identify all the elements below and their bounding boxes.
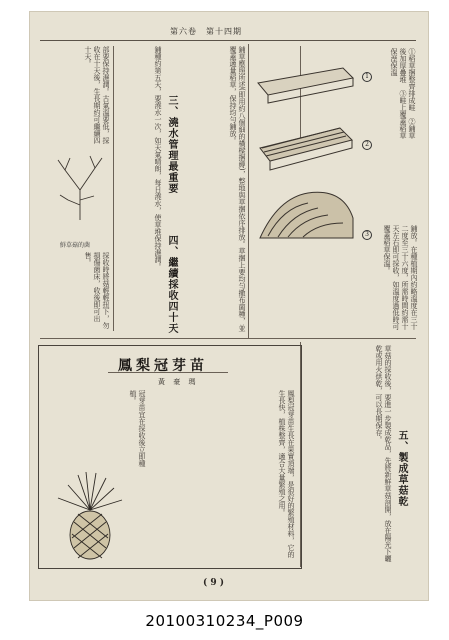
figure-caption-text: ①稻草捆整齊排成畦 ②鋪草後加厚疊堆 ③畦上覆蓋稻草保溼保溫 (390, 48, 416, 139)
body-text-right-lower: 草菇的採收後，要進一步製成乾品，先將新鮮草菇剖開，放在陽光下曬乾或用火烘乾，可以長期保存。 (375, 345, 392, 562)
body-text-middle-lower: 鋪種約第五天，要澆水一次，如天氣晴朗，每日澆水，使草堆保持濕潤。 (154, 46, 162, 270)
column-divider (113, 46, 114, 331)
title-rule (108, 372, 228, 373)
section-heading-4: 四、繼續採收四十天 (166, 235, 177, 334)
section-heading-3: 三、澆水管理最重要 (166, 95, 177, 194)
body-text-right-upper: 鋪放。在種植期內約略溫度在三十二度至三十六度，所需時間約需十天左右即可採收，如溫度過低時可覆蓋稻草保溫。 (383, 225, 418, 330)
article-byline: 黃 豪 瑪 (158, 378, 199, 386)
header-rule (40, 40, 416, 41)
figure-marker-2: 2 (362, 140, 372, 150)
body-text-left-upper: 部要保持濕潤。古氣溫要低，採收在十天後，生長期約可繼續四十天。 (84, 46, 110, 144)
figure-marker-3: 3 (362, 230, 372, 240)
figure-caption: 鮮草菇的菌 (60, 242, 91, 249)
article-body-right: 鳳梨冠芽苗生長在果實頂端，是很好的繁殖材料，它的生長快，植株整齊，適合大量繁殖之用。 (278, 390, 295, 558)
archive-id: 20100310234_P009 (145, 612, 304, 630)
mushroom-sketch (50, 150, 110, 235)
article-body-left: 冠芽苗宜在採收後立即種植。 (129, 390, 146, 467)
page-number: ( 9 ) (203, 578, 225, 588)
article-title: 鳳梨冠芽苗 (118, 358, 208, 374)
body-text-middle-upper: 鋪草應照所述(即用約八個細的橫樑捆縛)，整地與草捆依序排放。草捆上要均勻撒布菌種，並覆蓋適量稻草，保持均勻鋪放。 (229, 46, 246, 332)
section-rule (40, 338, 416, 339)
pineapple-illustration (48, 470, 133, 562)
mushroom-bed-illustration (248, 48, 368, 278)
section-heading-5: 五、製成草菇乾 (396, 430, 407, 507)
figure-marker-1: 1 (362, 72, 372, 82)
issue-header: 第六卷 第十四期 (170, 27, 242, 36)
body-text-left-lower: 採收時將菇輕輕扭下，勿損傷菌床，收後即可出售。 (84, 252, 110, 329)
